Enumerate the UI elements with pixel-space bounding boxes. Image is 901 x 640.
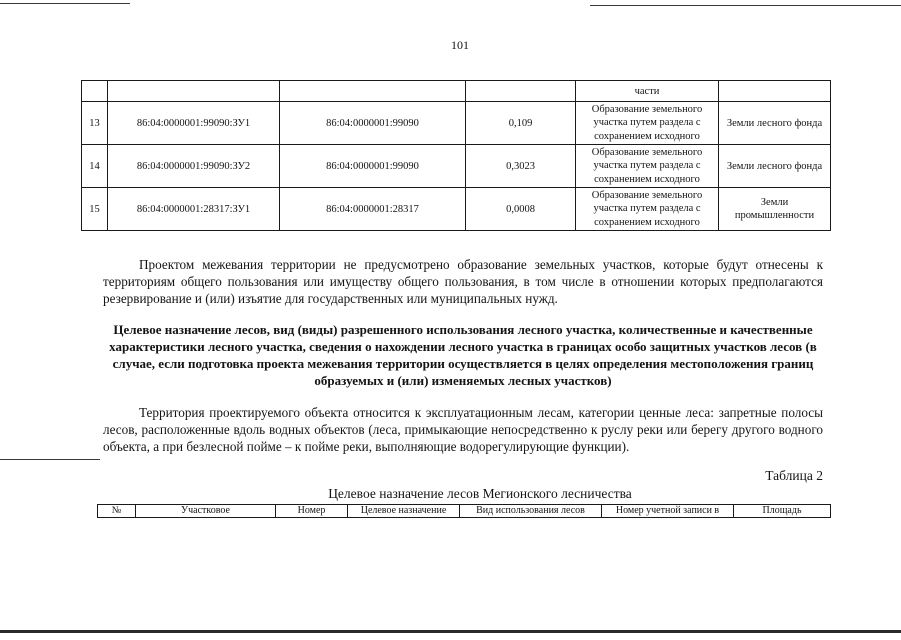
row-number: 15 [82,188,108,231]
formation-method: Образование земельного участка путем раздела с сохранением исходного [576,102,719,145]
table-header-row [82,81,831,102]
land-category: Земли лесного фонда [719,145,831,188]
new-plot-id: 86:04:0000001:99090:ЗУ1 [108,102,280,145]
paragraph-no-common-use [103,256,823,307]
column-header: Номер [276,505,348,518]
scan-line-bottom [0,630,901,633]
row-number: 13 [82,102,108,145]
formation-method: Образование земельного участка путем раздела с сохранением исходного [576,188,719,231]
column-header: Целевое назначение [348,505,460,518]
table-cell [280,81,466,102]
table-row [82,145,831,188]
section-heading: Целевое назначение лесов, вид (виды) разрешенного использования лесного участка, количественные и качественные характеристики лесного участка, сведения о нахождении лесного участка в границах особо защитных участков лесов (в случае, если подготовка проекта межевания территории осуществляется в целях определения местоположения границ образуемых и (или) изменяемых лесных участков) [109,322,817,388]
column-header: Площадь [734,505,831,518]
scan-line-left-margin [0,459,100,460]
new-plot-id: 86:04:0000001:28317:ЗУ1 [108,188,280,231]
source-plot-id: 86:04:0000001:99090 [280,102,466,145]
paragraph-text: Проектом межевания территории не предусмотрено образование земельных участков, которые будут отнесены к территориям общего пользования или имуществу общего пользования, в том числе в отношении которых предполагаются резервирование и (или) изъятие для государственных или муниципальных нужд. [103,257,823,306]
table-cell [719,81,831,102]
source-plot-id: 86:04:0000001:99090 [280,145,466,188]
forest-purpose-table [97,504,831,518]
new-plot-id: 86:04:0000001:99090:ЗУ2 [108,145,280,188]
scan-line-top-right [590,5,901,6]
table-header-cell: части [576,81,719,102]
page-number: 101 [451,38,469,52]
row-number: 14 [82,145,108,188]
table-caption-title: Целевое назначение лесов Мегионского лесничества [328,486,632,501]
table-row [82,188,831,231]
table-cell [82,81,108,102]
land-category: Земли промышленности [719,188,831,231]
land-category: Земли лесного фонда [719,102,831,145]
land-plots-table [81,80,831,231]
paragraph-text: Территория проектируемого объекта относится к эксплуатационным лесам, категории ценные леса: запретные полосы лесов, расположенные вдоль водных объектов (леса, примыкающие непосредственно к руслу реки или берегу другого водного объекта, а при безлесной пойме – к пойме реки, выполняющие водорегулирующие функции). [103,405,823,454]
plot-area: 0,0008 [466,188,576,231]
formation-method: Образование земельного участка путем раздела с сохранением исходного [576,145,719,188]
source-plot-id: 86:04:0000001:28317 [280,188,466,231]
scan-line-top-left [0,3,130,4]
column-header: Вид использования лесов [460,505,602,518]
paragraph-forest-category [103,404,823,455]
plot-area: 0,3023 [466,145,576,188]
column-header: № [98,505,136,518]
table-cell [466,81,576,102]
table-header-row [98,505,831,518]
table-caption-number: Таблица 2 [765,468,823,483]
table-row [82,102,831,145]
table-cell [108,81,280,102]
column-header: Участковое [136,505,276,518]
column-header: Номер учетной записи в [602,505,734,518]
plot-area: 0,109 [466,102,576,145]
